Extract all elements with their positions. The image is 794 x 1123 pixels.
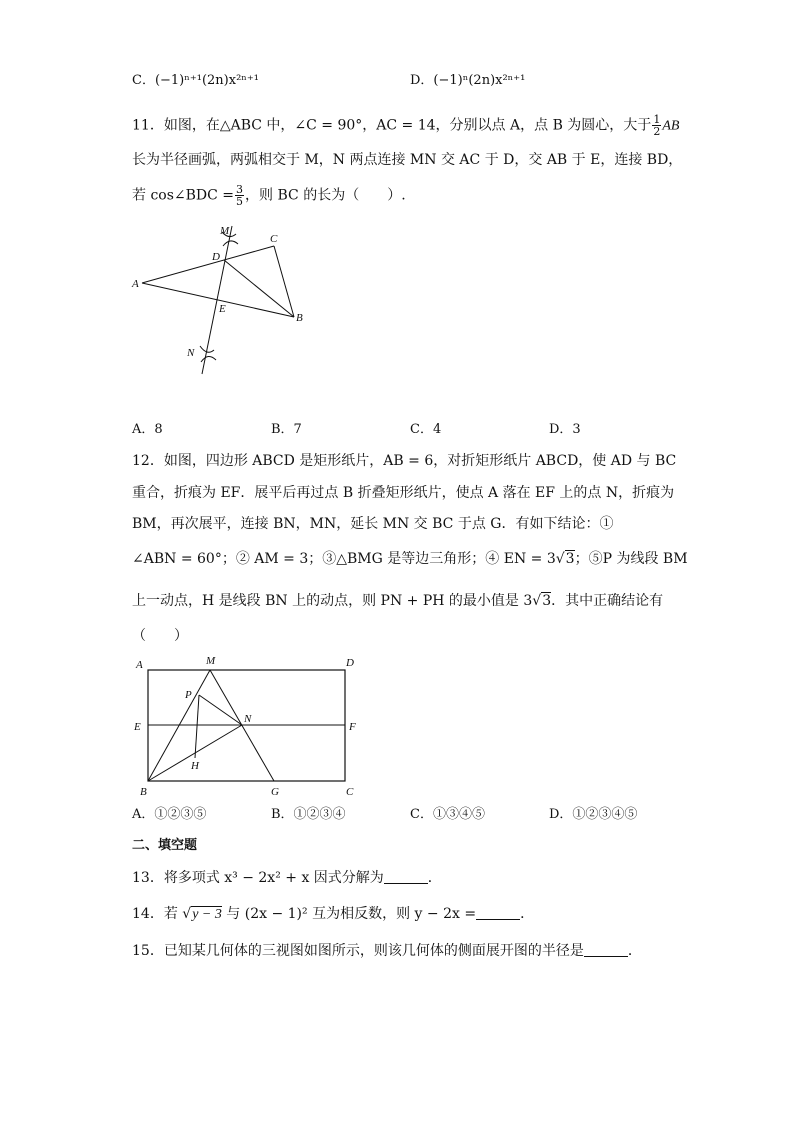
q11-frac-num: 1 <box>653 113 661 126</box>
q11-option-b: B．7 <box>271 422 302 437</box>
q11-label-a: A <box>132 278 139 290</box>
q11-line-cb <box>274 246 294 317</box>
q12-root-sign: √ <box>555 551 565 567</box>
q10-option-c: C．(−1)ⁿ⁺¹(2n)x²ⁿ⁺¹ <box>132 73 259 88</box>
q12-label-n: N <box>244 713 252 725</box>
q11-line1 <box>132 114 679 137</box>
q12-option-d: D．①②③④⑤ <box>549 807 638 822</box>
q11-text: 若 cos∠BDC = <box>132 187 235 204</box>
q12-root-value: 3 <box>542 593 552 609</box>
q12-line2: 重合，折痕为 EF．展平后再过点 B 折叠矩形纸片，使点 A 落在 EF 上的点 N，折痕为 <box>132 485 675 501</box>
q12-text: ；⑤P 为线段 BM <box>574 551 688 567</box>
q10-option-d: D．(−1)ⁿ(2n)x²ⁿ⁺¹ <box>410 73 526 88</box>
q12-label-p: P <box>185 689 192 701</box>
q11-line3 <box>132 184 406 207</box>
q12-label-m: M <box>206 655 216 667</box>
q11-label-m: M <box>220 225 230 237</box>
q11-label-c: C <box>270 233 278 245</box>
section-heading: 二、填空题 <box>132 838 198 853</box>
q12-line6: （ ） <box>132 628 188 644</box>
q14-root-value: y − 3 <box>192 907 222 922</box>
q12-label-b: B <box>140 786 147 798</box>
q11-text: ，则 BC 的长为（ ）. <box>245 187 406 204</box>
q14-answer-blank <box>476 905 520 920</box>
q14-text: 与 (2x − 1)² 互为相反数，则 y − 2x = <box>221 906 477 922</box>
q12-line5 <box>132 591 663 611</box>
q11-cos-den: 5 <box>236 195 244 208</box>
q12-line3: BM，再次展平，连接 BN，MN，延长 MN 交 BC 于点 G．有如下结论：① <box>132 516 614 532</box>
q11-figure <box>128 218 318 380</box>
q11-line-ab <box>142 283 294 317</box>
q11-option-d: D．3 <box>549 422 581 437</box>
q13-answer-blank <box>384 869 428 884</box>
q12-line1: 12．如图，四边形 ABCD 是矩形纸片，AB = 6，对折矩形纸片 ABCD，使 AD 与 BC <box>132 453 677 469</box>
q12-line-ph <box>195 695 199 758</box>
q12-option-b: B．①②③④ <box>271 807 346 822</box>
q11-line-ac <box>142 246 274 283</box>
q12-option-c: C．①③④⑤ <box>410 807 485 822</box>
q11-frac-den: 2 <box>653 125 661 138</box>
q11-label-b: B <box>296 312 303 324</box>
q12-label-h: H <box>191 760 199 772</box>
q12-figure <box>128 650 368 800</box>
q11-label-n: N <box>187 347 195 359</box>
q12-text: 上一动点，H 是线段 BN 上的动点，则 PN + PH 的最小值是 3 <box>132 593 533 609</box>
q12-label-e: E <box>134 721 141 733</box>
q15-end: ． <box>627 943 642 959</box>
q13-end: ． <box>427 870 442 886</box>
q11-cos-num: 3 <box>236 183 244 196</box>
q13 <box>132 868 442 888</box>
q12-root-sign: √ <box>532 593 542 609</box>
q13-text: 13．将多项式 x³ − 2x² + x 因式分解为 <box>132 870 384 886</box>
q11-label-e: E <box>219 303 226 315</box>
q11-label-d: D <box>212 251 220 263</box>
q12-label-f: F <box>349 721 356 733</box>
q11-arc-n <box>200 346 216 362</box>
q11-fraction <box>652 114 661 137</box>
q12-root-value: 3 <box>565 551 575 567</box>
q12-label-g: G <box>271 786 279 798</box>
q12-label-d: D <box>346 657 354 669</box>
q11-line-db <box>224 260 294 317</box>
q12-text: ∠ABN = 60°；② AM = 3；③△BMG 是等边三角形；④ EN = 3 <box>132 551 556 567</box>
q12-label-c: C <box>346 786 354 798</box>
q11-line2: 长为半径画弧，两弧相交于 M，N 两点连接 MN 交 AC 于 D，交 AB 于 E，连接 BD， <box>132 152 683 168</box>
q11-option-a: A．8 <box>132 422 163 437</box>
q14-end: ． <box>520 906 535 922</box>
q14-text: 14．若 <box>132 906 183 922</box>
q12-label-a: A <box>136 659 143 671</box>
q15-text: 15．已知某几何体的三视图如图所示，则该几何体的侧面展开图的半径是 <box>132 943 584 959</box>
q11-text: AB <box>662 118 680 134</box>
q12-line4 <box>132 549 688 569</box>
q14-root-sign: √ <box>182 906 192 922</box>
q14 <box>132 904 534 925</box>
q12-text: ．其中正确结论有 <box>551 593 664 609</box>
q15 <box>132 941 642 961</box>
q11-option-c: C．4 <box>410 422 442 437</box>
q12-option-a: A．①②③⑤ <box>132 807 207 822</box>
q11-text: 11．如图，在△ABC 中，∠C = 90°，AC = 14，分别以点 A，点 B 为圆心，大于 <box>132 117 652 134</box>
q15-answer-blank <box>584 942 628 957</box>
q11-cos-fraction <box>235 184 244 207</box>
q12-line-pn <box>199 695 242 725</box>
